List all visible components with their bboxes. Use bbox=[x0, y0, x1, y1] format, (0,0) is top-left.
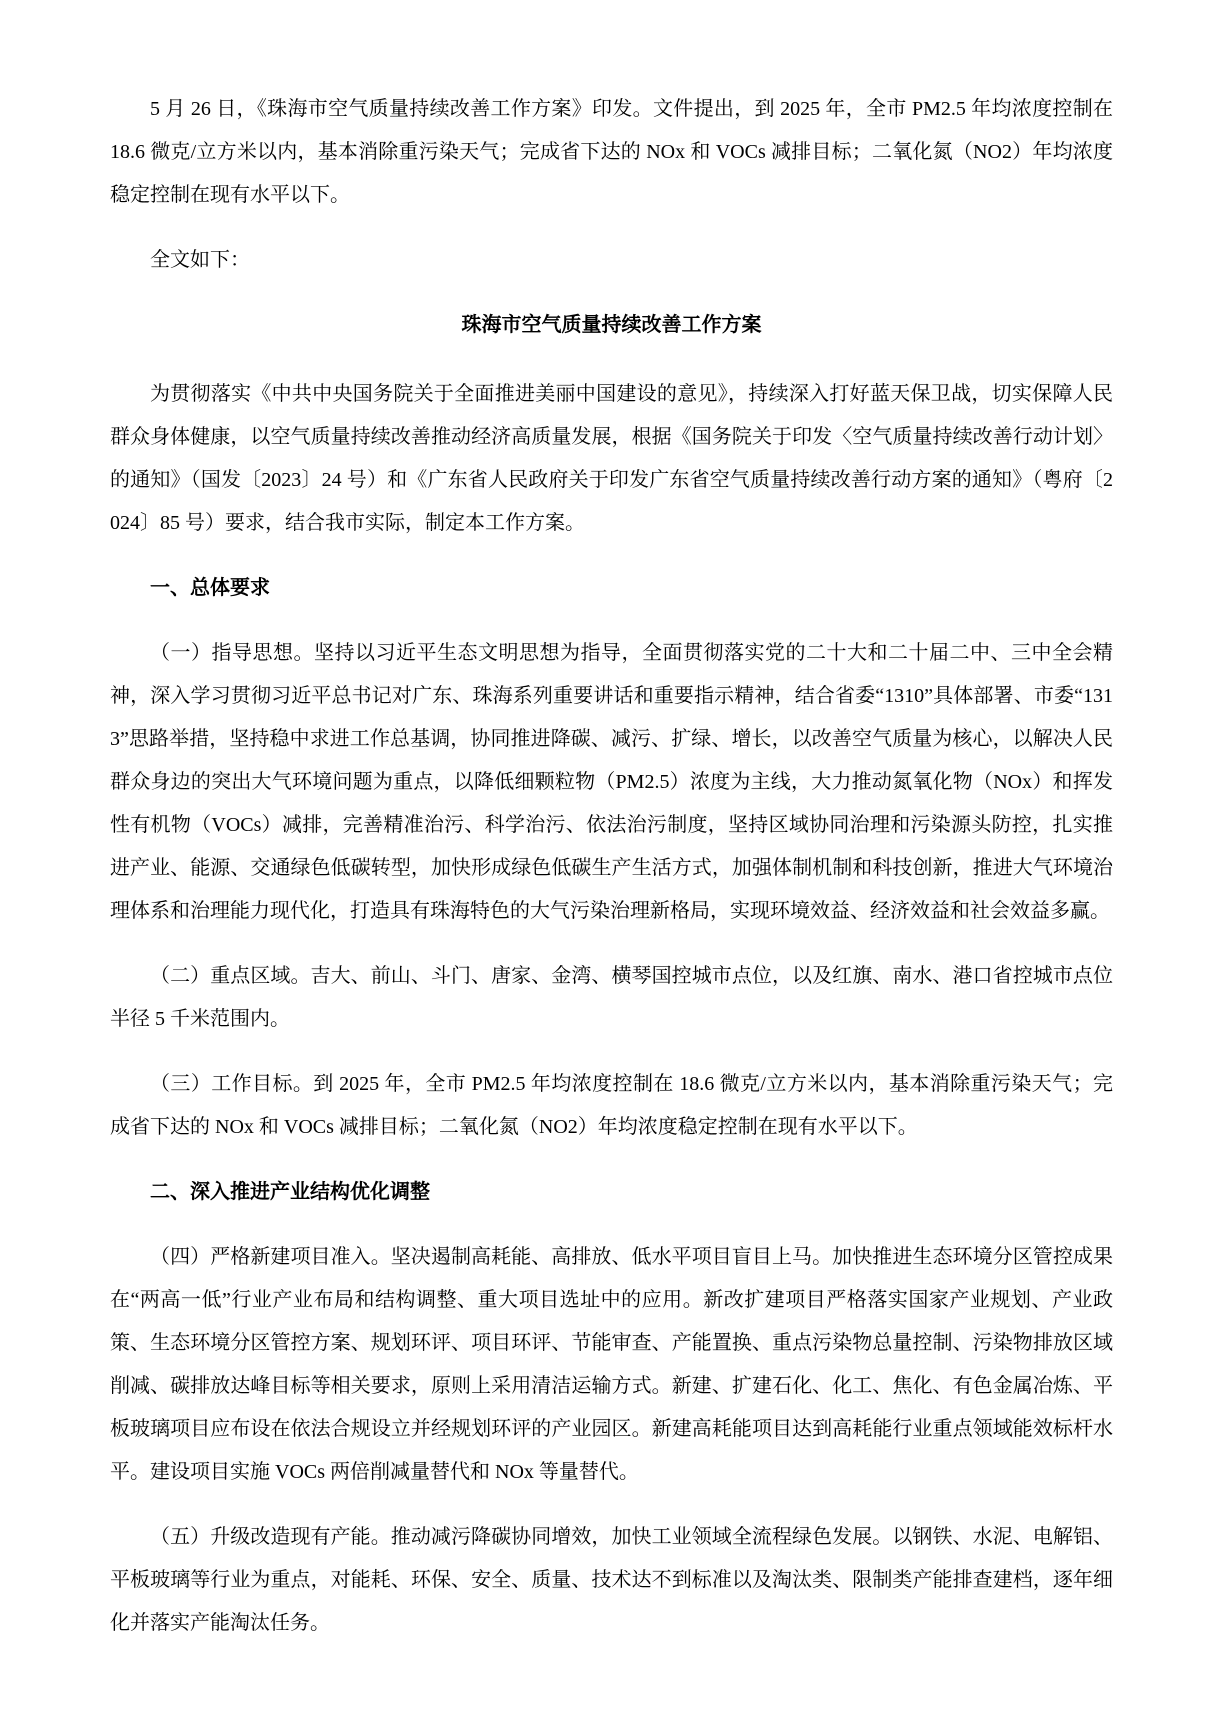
document-body bbox=[110, 88, 1113, 1645]
paragraph: （五）升级改造现有产能。推动减污降碳协同增效，加快工业领域全流程绿色发展。以钢铁、水泥、电解铝、平板玻璃等行业为重点，对能耗、环保、安全、质量、技术达不到标准以及淘汰类、限制类产能排查建档，逐年细化并落实产能淘汰任务。 bbox=[110, 1526, 1113, 1634]
paragraph: 5 月 26 日，《珠海市空气质量持续改善工作方案》印发。文件提出，到 2025 年，全市 PM2.5 年均浓度控制在 18.6 微克/立方米以内，基本消除重污染天气；完成省下达的 NOx 和 VOCs 减排目标；二氧化氮（NO2）年均浓度稳定控制在现有水平以下。 bbox=[110, 98, 1113, 206]
paragraph: 全文如下： bbox=[150, 249, 250, 271]
paragraph: （三）工作目标。到 2025 年，全市 PM2.5 年均浓度控制在 18.6 微克/立方米以内，基本消除重污染天气；完成省下达的 NOx 和 VOCs 减排目标；二氧化氮（NO2）年均浓度稳定控制在现有水平以下。 bbox=[110, 1073, 1113, 1138]
paragraph: 为贯彻落实《中共中央国务院关于全面推进美丽中国建设的意见》，持续深入打好蓝天保卫战，切实保障人民群众身体健康，以空气质量持续改善推动经济高质量发展，根据《国务院关于印发〈空气质量持续改善行动计划〉的通知》（国发〔2023〕24 号）和《广东省人民政府关于印发广东省空气质量持续改善行动方案的通知》（粤府〔2024〕85 号）要求，结合我市实际，制定本工作方案。 bbox=[110, 383, 1113, 534]
section-heading: 二、深入推进产业结构优化调整 bbox=[150, 1181, 430, 1203]
paragraph: （一）指导思想。坚持以习近平生态文明思想为指导，全面贯彻落实党的二十大和二十届二中、三中全会精神，深入学习贯彻习近平总书记对广东、珠海系列重要讲话和重要指示精神，结合省委“1310”具体部署、市委“1313”思路举措，坚持稳中求进工作总基调，协同推进降碳、减污、扩绿、增长，以改善空气质量为核心，以解决人民群众身边的突出大气环境问题为重点，以降低细颗粒物（PM2.5）浓度为主线，大力推动氮氧化物（NOx）和挥发性有机物（VOCs）减排，完善精准治污、科学治污、依法治污制度，坚持区域协同治理和污染源头防控，扎实推进产业、能源、交通绿色低碳转型，加快形成绿色低碳生产生活方式，加强体制机制和科技创新，推进大气环境治理体系和治理能力现代化，打造具有珠海特色的大气污染治理新格局，实现环境效益、经济效益和社会效益多赢。 bbox=[110, 642, 1113, 922]
paragraph: （二）重点区域。吉大、前山、斗门、唐家、金湾、横琴国控城市点位，以及红旗、南水、港口省控城市点位半径 5 千米范围内。 bbox=[110, 965, 1113, 1030]
document-title: 珠海市空气质量持续改善工作方案 bbox=[461, 314, 762, 336]
paragraph: （四）严格新建项目准入。坚决遏制高耗能、高排放、低水平项目盲目上马。加快推进生态环境分区管控成果在“两高一低”行业产业布局和结构调整、重大项目选址中的应用。新改扩建项目严格落实国家产业规划、产业政策、生态环境分区管控方案、规划环评、项目环评、节能审查、产能置换、重点污染物总量控制、污染物排放区域削减、碳排放达峰目标等相关要求，原则上采用清洁运输方式。新建、扩建石化、化工、焦化、有色金属冶炼、平板玻璃项目应布设在依法合规设立并经规划环评的产业园区。新建高耗能项目达到高耗能行业重点领域能效标杆水平。建设项目实施 VOCs 两倍削减量替代和 NOx 等量替代。 bbox=[110, 1246, 1113, 1483]
section-heading: 一、总体要求 bbox=[150, 577, 270, 599]
